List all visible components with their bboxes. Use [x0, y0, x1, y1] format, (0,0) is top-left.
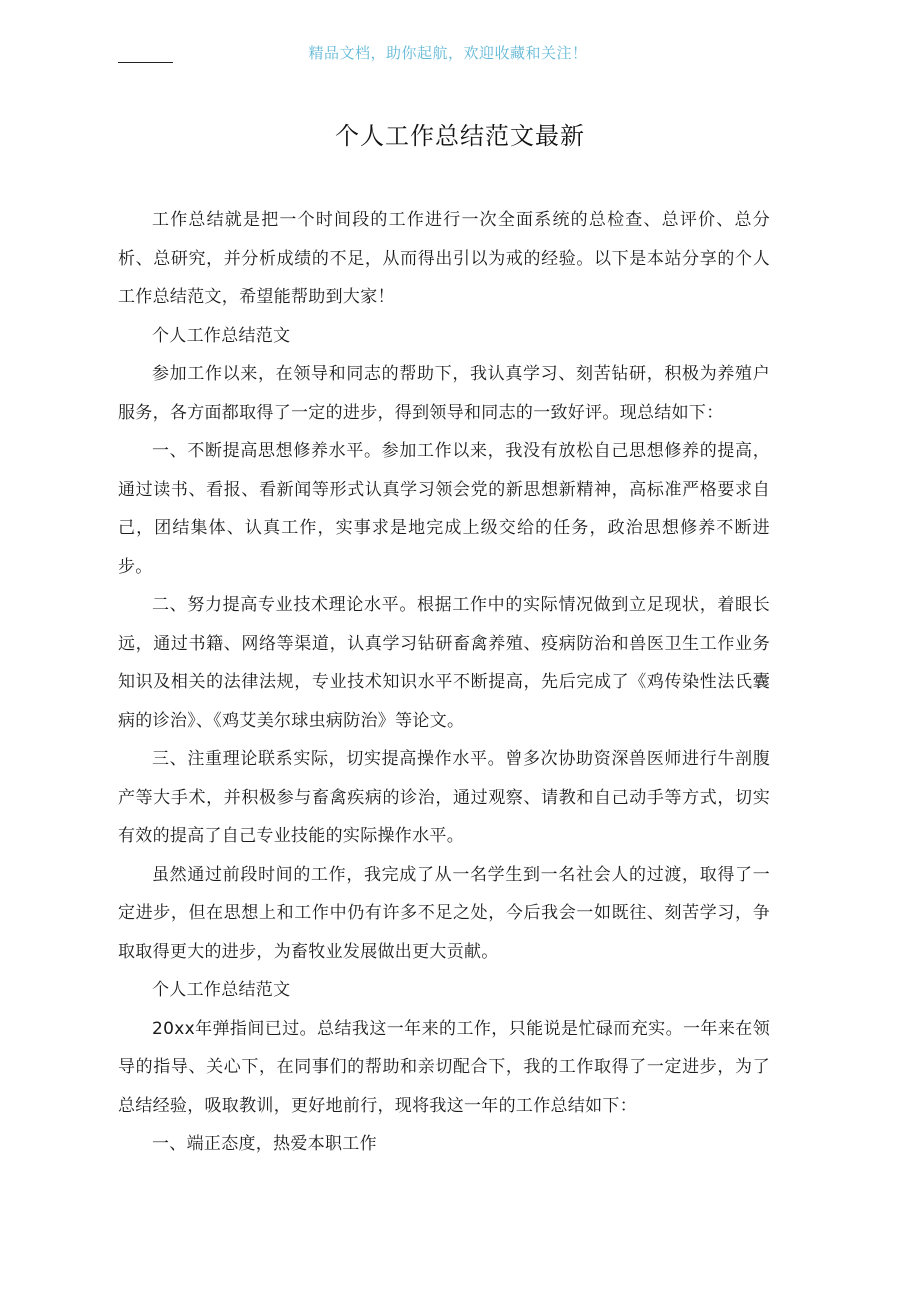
paragraph: 20xx年弹指间已过。总结我这一年来的工作，只能说是忙碌而充实。一年来在领导的指导、关心下，在同事们的帮助和亲切配合下，我的工作取得了一定进步，为了总结经验，吸取教训，更好地前行，现将我这一年的工作总结如下：	[118, 1018, 770, 1116]
document-title: 个人工作总结范文最新	[335, 122, 585, 150]
paragraph: 三、注重理论联系实际，切实提高操作水平。曾多次协助资深兽医师进行牛剖腹产等大手术，并积极参与畜禽疾病的诊治，通过观察、请教和自己动手等方式，切实有效的提高了自己专业技能的实际操作水平。	[118, 749, 770, 846]
document-body	[118, 201, 770, 1164]
paragraph: 参加工作以来，在领导和同志的帮助下，我认真学习、刻苦钻研，积极为养殖户服务，各方面都取得了一定的进步，得到领导和同志的一致好评。现总结如下：	[118, 364, 770, 423]
header-note: 精品文档，助你起航，欢迎收藏和关注！	[308, 44, 588, 62]
paragraph: 二、努力提高专业技术理论水平。根据工作中的实际情况做到立足现状，着眼长远，通过书籍、网络等渠道，认真学习钻研畜禽养殖、疫病防治和兽医卫生工作业务知识及相关的法律法规，专业技术知识水平不断提高，先后完成了《鸡传染性法氏囊病的诊治》、《鸡艾美尔球虫病防治》等论文。	[118, 595, 770, 731]
intro-paragraph: 工作总结就是把一个时间段的工作进行一次全面系统的总检查、总评价、总分析、总研究，并分析成绩的不足，从而得出引以为戒的经验。以下是本站分享的个人工作总结范文，希望能帮助到大家！	[118, 210, 770, 307]
subsection-heading: 一、端正态度，热爱本职工作	[152, 1134, 377, 1154]
section-heading: 个人工作总结范文	[152, 325, 291, 346]
paragraph: 一、不断提高思想修养水平。参加工作以来，我没有放松自己思想修养的提高，通过读书、看报、看新闻等形式认真学习领会党的新思想新精神，高标准严格要求自己，团结集体、认真工作，实事求是地完成上级交给的任务，政治思想修养不断进步。	[118, 441, 770, 577]
paragraph: 虽然通过前段时间的工作，我完成了从一名学生到一名社会人的过渡，取得了一定进步，但在思想上和工作中仍有许多不足之处，今后我会一如既往、刻苦学习，争取取得更大的进步，为畜牧业发展做出更大贡献。	[118, 864, 770, 962]
section-heading: 个人工作总结范文	[152, 980, 291, 1000]
